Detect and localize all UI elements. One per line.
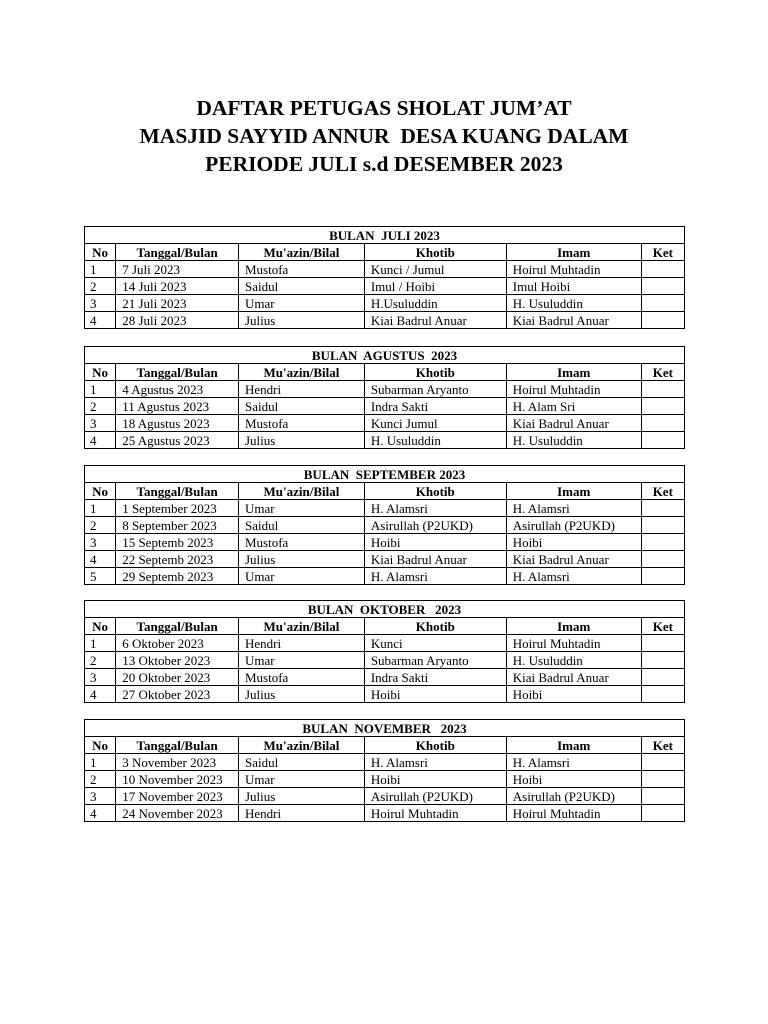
cell-tanggal: 8 September 2023 — [116, 517, 239, 534]
page-title — [0, 94, 768, 178]
cell-tanggal: 29 Septemb 2023 — [116, 568, 239, 585]
column-header-tanggal: Tanggal/Bulan — [116, 364, 239, 381]
table-row — [85, 669, 685, 686]
cell-imam: Hoibi — [506, 771, 641, 788]
cell-khotib: Subarman Aryanto — [364, 652, 506, 669]
cell-tanggal: 28 Juli 2023 — [116, 312, 239, 329]
table-row — [85, 534, 685, 551]
column-header-muazin: Mu'azin/Bilal — [239, 737, 365, 754]
cell-imam: Hoibi — [506, 686, 641, 703]
column-header-no: No — [85, 483, 116, 500]
cell-ket — [641, 568, 684, 585]
column-header-row — [85, 618, 685, 635]
column-header-ket: Ket — [641, 737, 684, 754]
column-header-khotib: Khotib — [364, 483, 506, 500]
cell-ket — [641, 398, 684, 415]
cell-no: 3 — [85, 415, 116, 432]
month-header-row — [85, 720, 685, 737]
cell-khotib: Asirullah (P2UKD) — [364, 517, 506, 534]
table-row — [85, 278, 685, 295]
cell-tanggal: 13 Oktober 2023 — [116, 652, 239, 669]
cell-muazin: Saidul — [239, 517, 365, 534]
cell-ket — [641, 652, 684, 669]
column-header-no: No — [85, 364, 116, 381]
column-header-imam: Imam — [506, 483, 641, 500]
cell-imam: Kiai Badrul Anuar — [506, 551, 641, 568]
cell-khotib: Indra Sakti — [364, 669, 506, 686]
cell-no: 1 — [85, 500, 116, 517]
cell-imam: Hoirul Muhtadin — [506, 635, 641, 652]
table-row — [85, 261, 685, 278]
column-header-imam: Imam — [506, 737, 641, 754]
cell-muazin: Umar — [239, 295, 365, 312]
cell-no: 1 — [85, 381, 116, 398]
column-header-imam: Imam — [506, 618, 641, 635]
cell-no: 4 — [85, 432, 116, 449]
column-header-tanggal: Tanggal/Bulan — [116, 737, 239, 754]
cell-muazin: Mustofa — [239, 669, 365, 686]
cell-imam: H. Usuluddin — [506, 652, 641, 669]
cell-muazin: Mustofa — [239, 415, 365, 432]
cell-tanggal: 27 Oktober 2023 — [116, 686, 239, 703]
cell-tanggal: 4 Agustus 2023 — [116, 381, 239, 398]
title-line-1: DAFTAR PETUGAS SHOLAT JUM’AT — [196, 96, 572, 120]
cell-khotib: Kiai Badrul Anuar — [364, 312, 506, 329]
cell-muazin: Umar — [239, 568, 365, 585]
cell-imam: Asirullah (P2UKD) — [506, 788, 641, 805]
column-header-ket: Ket — [641, 364, 684, 381]
column-header-ket: Ket — [641, 618, 684, 635]
column-header-ket: Ket — [641, 483, 684, 500]
cell-imam: Imul Hoibi — [506, 278, 641, 295]
cell-khotib: Imul / Hoibi — [364, 278, 506, 295]
cell-khotib: H. Alamsri — [364, 568, 506, 585]
cell-khotib: Kunci Jumul — [364, 415, 506, 432]
cell-imam: Hoibi — [506, 534, 641, 551]
cell-tanggal: 6 Oktober 2023 — [116, 635, 239, 652]
cell-tanggal: 15 Septemb 2023 — [116, 534, 239, 551]
table-row — [85, 432, 685, 449]
month-header: BULAN JULI 2023 — [85, 227, 685, 244]
cell-ket — [641, 500, 684, 517]
column-header-muazin: Mu'azin/Bilal — [239, 244, 365, 261]
cell-imam: Hoirul Muhtadin — [506, 261, 641, 278]
cell-muazin: Julius — [239, 551, 365, 568]
cell-tanggal: 7 Juli 2023 — [116, 261, 239, 278]
cell-tanggal: 21 Juli 2023 — [116, 295, 239, 312]
table-row — [85, 568, 685, 585]
column-header-muazin: Mu'azin/Bilal — [239, 618, 365, 635]
cell-khotib: Kiai Badrul Anuar — [364, 551, 506, 568]
cell-no: 3 — [85, 669, 116, 686]
cell-tanggal: 11 Agustus 2023 — [116, 398, 239, 415]
table-row — [85, 805, 685, 822]
cell-tanggal: 25 Agustus 2023 — [116, 432, 239, 449]
table-row — [85, 788, 685, 805]
table-row — [85, 312, 685, 329]
table-row — [85, 398, 685, 415]
month-header-row — [85, 601, 685, 618]
cell-khotib: Kunci — [364, 635, 506, 652]
cell-khotib: Hoibi — [364, 686, 506, 703]
cell-no: 1 — [85, 635, 116, 652]
cell-khotib: Hoirul Muhtadin — [364, 805, 506, 822]
cell-khotib: Indra Sakti — [364, 398, 506, 415]
cell-ket — [641, 432, 684, 449]
cell-ket — [641, 415, 684, 432]
column-header-row — [85, 364, 685, 381]
column-header-khotib: Khotib — [364, 364, 506, 381]
cell-imam: Kiai Badrul Anuar — [506, 312, 641, 329]
table-row — [85, 415, 685, 432]
cell-ket — [641, 686, 684, 703]
month-table — [84, 346, 685, 449]
month-header: BULAN NOVEMBER 2023 — [85, 720, 685, 737]
cell-no: 5 — [85, 568, 116, 585]
cell-no: 4 — [85, 551, 116, 568]
cell-imam: Hoirul Muhtadin — [506, 381, 641, 398]
month-header: BULAN SEPTEMBER 2023 — [85, 466, 685, 483]
cell-muazin: Mustofa — [239, 534, 365, 551]
cell-no: 3 — [85, 534, 116, 551]
month-table — [84, 719, 685, 822]
column-header-row — [85, 244, 685, 261]
cell-khotib: Asirullah (P2UKD) — [364, 788, 506, 805]
column-header-imam: Imam — [506, 364, 641, 381]
cell-no: 4 — [85, 805, 116, 822]
cell-no: 2 — [85, 771, 116, 788]
column-header-no: No — [85, 244, 116, 261]
cell-ket — [641, 669, 684, 686]
cell-muazin: Umar — [239, 500, 365, 517]
cell-ket — [641, 517, 684, 534]
cell-tanggal: 3 November 2023 — [116, 754, 239, 771]
cell-tanggal: 1 September 2023 — [116, 500, 239, 517]
cell-muazin: Hendri — [239, 381, 365, 398]
cell-imam: H. Alamsri — [506, 754, 641, 771]
cell-no: 4 — [85, 686, 116, 703]
table-row — [85, 551, 685, 568]
title-line-3: PERIODE JULI s.d DESEMBER 2023 — [205, 152, 563, 176]
cell-no: 4 — [85, 312, 116, 329]
cell-muazin: Julius — [239, 788, 365, 805]
cell-imam: Kiai Badrul Anuar — [506, 669, 641, 686]
cell-tanggal: 18 Agustus 2023 — [116, 415, 239, 432]
cell-imam: H. Usuluddin — [506, 295, 641, 312]
column-header-ket: Ket — [641, 244, 684, 261]
cell-muazin: Hendri — [239, 805, 365, 822]
cell-ket — [641, 754, 684, 771]
cell-khotib: Hoibi — [364, 534, 506, 551]
cell-tanggal: 22 Septemb 2023 — [116, 551, 239, 568]
cell-imam: H. Alamsri — [506, 568, 641, 585]
column-header-tanggal: Tanggal/Bulan — [116, 618, 239, 635]
column-header-imam: Imam — [506, 244, 641, 261]
month-header-row — [85, 466, 685, 483]
cell-muazin: Julius — [239, 686, 365, 703]
column-header-khotib: Khotib — [364, 618, 506, 635]
column-header-tanggal: Tanggal/Bulan — [116, 483, 239, 500]
cell-imam: Asirullah (P2UKD) — [506, 517, 641, 534]
table-row — [85, 652, 685, 669]
cell-muazin: Mustofa — [239, 261, 365, 278]
cell-muazin: Umar — [239, 652, 365, 669]
cell-muazin: Julius — [239, 312, 365, 329]
cell-imam: H. Alamsri — [506, 500, 641, 517]
cell-ket — [641, 381, 684, 398]
cell-khotib: H. Alamsri — [364, 500, 506, 517]
month-table — [84, 226, 685, 329]
table-row — [85, 754, 685, 771]
column-header-khotib: Khotib — [364, 737, 506, 754]
cell-no: 2 — [85, 652, 116, 669]
month-header: BULAN OKTOBER 2023 — [85, 601, 685, 618]
cell-muazin: Saidul — [239, 754, 365, 771]
cell-no: 3 — [85, 788, 116, 805]
cell-no: 2 — [85, 398, 116, 415]
cell-ket — [641, 295, 684, 312]
table-row — [85, 635, 685, 652]
column-header-muazin: Mu'azin/Bilal — [239, 364, 365, 381]
cell-khotib: H.Usuluddin — [364, 295, 506, 312]
cell-tanggal: 10 November 2023 — [116, 771, 239, 788]
column-header-no: No — [85, 618, 116, 635]
cell-no: 1 — [85, 261, 116, 278]
column-header-no: No — [85, 737, 116, 754]
table-row — [85, 771, 685, 788]
table-row — [85, 500, 685, 517]
cell-khotib: Hoibi — [364, 771, 506, 788]
cell-ket — [641, 261, 684, 278]
column-header-row — [85, 483, 685, 500]
month-header-row — [85, 227, 685, 244]
column-header-khotib: Khotib — [364, 244, 506, 261]
cell-muazin: Umar — [239, 771, 365, 788]
column-header-row — [85, 737, 685, 754]
table-row — [85, 686, 685, 703]
cell-no: 2 — [85, 517, 116, 534]
cell-muazin: Hendri — [239, 635, 365, 652]
cell-khotib: Subarman Aryanto — [364, 381, 506, 398]
cell-ket — [641, 771, 684, 788]
cell-ket — [641, 551, 684, 568]
table-row — [85, 381, 685, 398]
cell-tanggal: 14 Juli 2023 — [116, 278, 239, 295]
cell-ket — [641, 534, 684, 551]
cell-imam: H. Alam Sri — [506, 398, 641, 415]
month-header: BULAN AGUSTUS 2023 — [85, 347, 685, 364]
cell-no: 3 — [85, 295, 116, 312]
cell-ket — [641, 635, 684, 652]
cell-ket — [641, 278, 684, 295]
cell-imam: Hoirul Muhtadin — [506, 805, 641, 822]
month-table — [84, 465, 685, 585]
cell-khotib: H. Usuluddin — [364, 432, 506, 449]
cell-muazin: Saidul — [239, 278, 365, 295]
cell-ket — [641, 788, 684, 805]
column-header-tanggal: Tanggal/Bulan — [116, 244, 239, 261]
cell-ket — [641, 805, 684, 822]
cell-tanggal: 20 Oktober 2023 — [116, 669, 239, 686]
cell-no: 2 — [85, 278, 116, 295]
cell-imam: Kiai Badrul Anuar — [506, 415, 641, 432]
title-line-2: MASJID SAYYID ANNUR DESA KUANG DALAM — [139, 124, 629, 148]
cell-khotib: H. Alamsri — [364, 754, 506, 771]
cell-no: 1 — [85, 754, 116, 771]
cell-ket — [641, 312, 684, 329]
month-table — [84, 600, 685, 703]
cell-muazin: Julius — [239, 432, 365, 449]
cell-muazin: Saidul — [239, 398, 365, 415]
cell-tanggal: 24 November 2023 — [116, 805, 239, 822]
cell-tanggal: 17 November 2023 — [116, 788, 239, 805]
cell-imam: H. Usuluddin — [506, 432, 641, 449]
table-row — [85, 295, 685, 312]
table-row — [85, 517, 685, 534]
month-header-row — [85, 347, 685, 364]
cell-khotib: Kunci / Jumul — [364, 261, 506, 278]
column-header-muazin: Mu'azin/Bilal — [239, 483, 365, 500]
